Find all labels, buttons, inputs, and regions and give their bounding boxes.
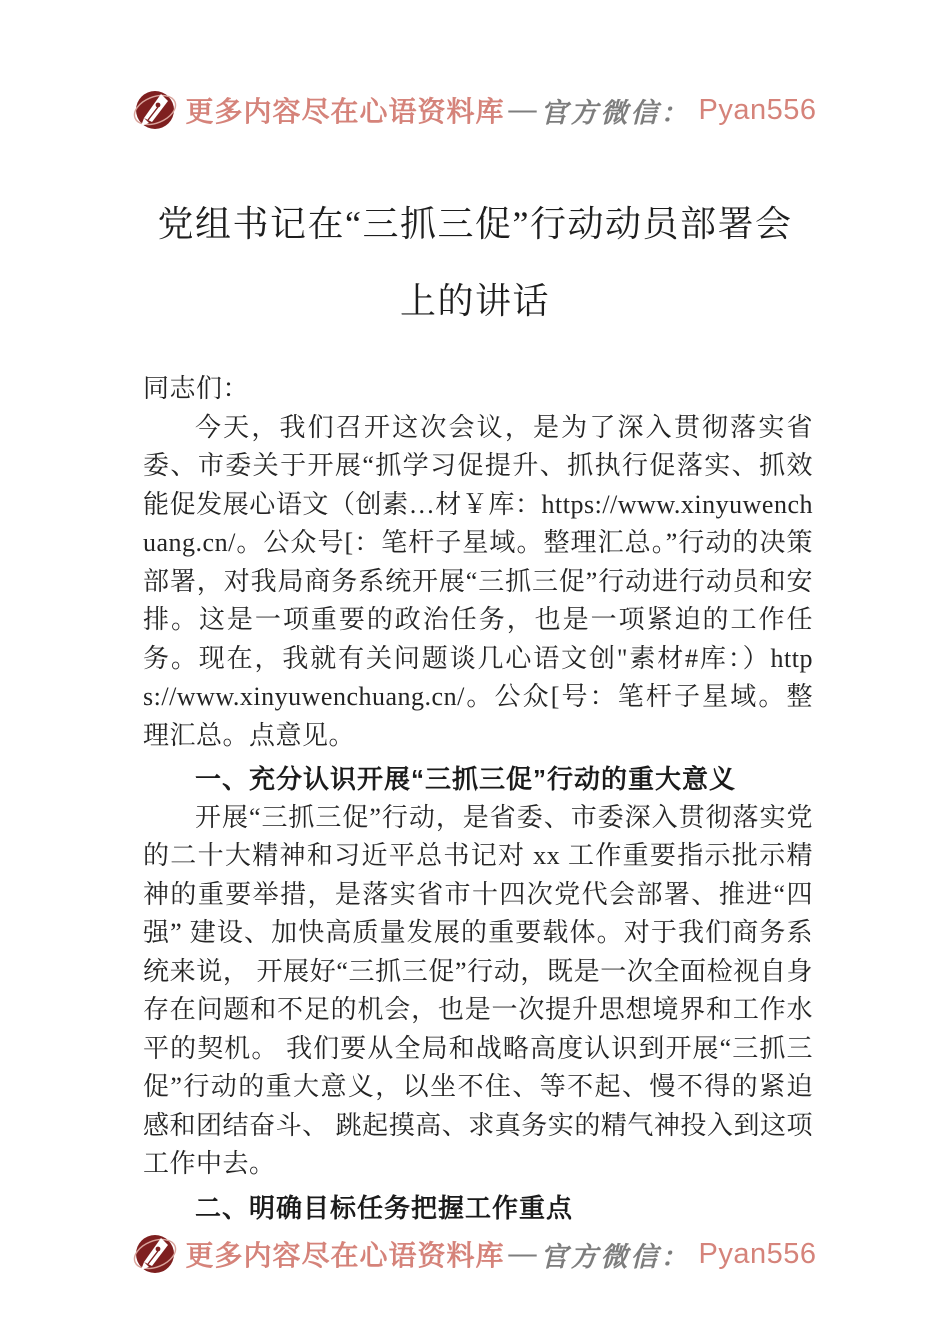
paragraph: 今天，我们召开这次会议，是为了深入贯彻落实省委、市委关于开展“抓学习促提升、抓执行促落实、抓效能促发展心语文（创素…材￥库：https://www.xinyuwenchuang.cn/。公众号[：笔杆子星域。整理汇总。”行动的决策部署，对我局商务系统开展“三抓三促”行动进行动员和安排。这是一项重要的政治任务，也是一项紧迫的工作任务。现在，我就有关问题谈几心语文创"素材#库：）https://www.xinyuwenchuang.cn/。公众[号：笔杆子星域。整理汇总。点意见。 [143, 412, 813, 750]
watermark-brand-text: 更多内容尽在心语资料库 [185, 1241, 505, 1272]
section-heading: 一、充分认识开展“三抓三促”行动的重大意义 [195, 764, 737, 794]
watermark-wechat-label: 官方微信： [540, 97, 691, 128]
watermark-brand-text: 更多内容尽在心语资料库 [185, 97, 505, 128]
pen-logo-icon [133, 1232, 177, 1276]
document-body [143, 370, 813, 1227]
pen-logo-icon [133, 88, 177, 132]
watermark-dash: — [508, 1238, 537, 1269]
watermark-wechat-id: Pyan556 [698, 1237, 817, 1270]
document-title-line2: 上的讲话 [399, 281, 550, 321]
section-heading: 二、明确目标任务把握工作重点 [195, 1192, 574, 1223]
watermark-wechat-label: 官方微信： [540, 1241, 691, 1272]
paragraph: 同志们： [143, 374, 250, 403]
paragraph: 开展“三抓三促”行动，是省委、市委深入贯彻落实党的二十大精神和习近平总书记对 xx 工作重要指示批示精神的重要举措，是落实省市十四次党代会部署、推进“四强” 建设、加快高质量发展的重要载体。对于我们商务系统来说， 开展好“三抓三促”行动，既是一次全面检视自身存在问题和不足的机会，也是一次提升思想境界和工作水平的契机。 我们要从全局和战略高度认识到开展“三抓三促”行动的重大意义，以坐不住、等不起、慢不得的紧迫感和团结奋斗、 跳起摸高、求真务实的精气神投入到这项工作中去。 [143, 802, 813, 1178]
watermark-dash: — [508, 94, 537, 125]
document-title [0, 186, 950, 340]
header-watermark [0, 88, 950, 132]
document-title-line1: 党组书记在“三抓三促”行动动员部署会 [157, 204, 793, 244]
watermark-wechat-id: Pyan556 [698, 93, 817, 126]
footer-watermark [0, 1232, 950, 1276]
